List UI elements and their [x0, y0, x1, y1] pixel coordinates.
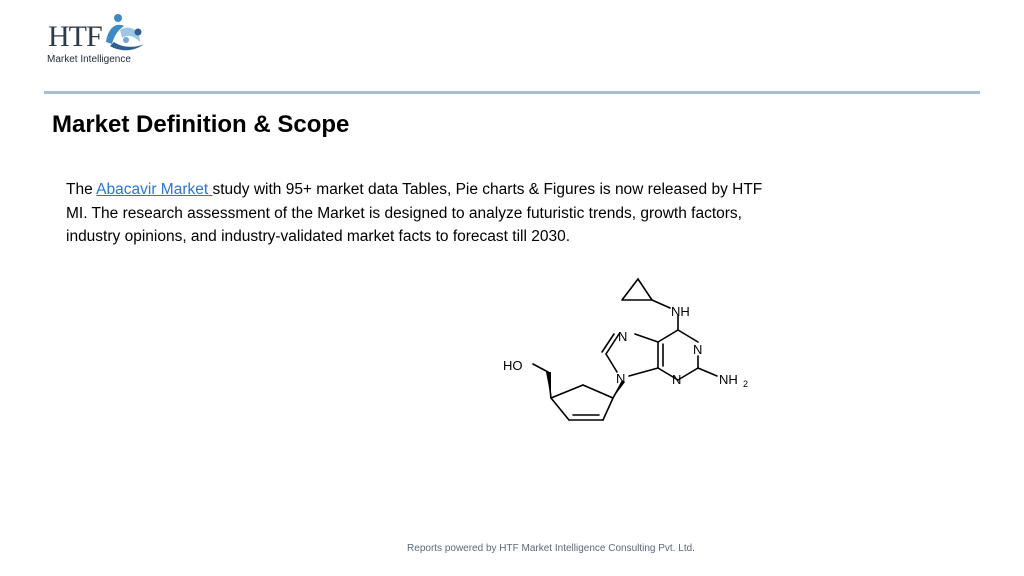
ho-label: HO	[503, 358, 523, 373]
nh-label: NH	[671, 304, 690, 319]
intro-rest: study with 95+ market data Tables, Pie charts & Figures is now released by HTF MI. The research assessment of the Market is designed to analyze futuristic trends, growth factors, industry opinions, and industry-validated market facts to forecast till 2030.	[66, 181, 763, 245]
n-top-left-label: N	[618, 329, 628, 344]
page-title: Market Definition & Scope	[52, 111, 350, 138]
logo-figures-icon	[96, 12, 148, 56]
nh2-label: NH	[719, 372, 738, 387]
intro-prefix: The	[66, 181, 97, 198]
abacavir-market-link[interactable]: Abacavir Market	[96, 181, 213, 198]
n-bottom-right-label: N	[672, 372, 682, 387]
intro-paragraph	[66, 178, 776, 249]
footer-credit: Reports powered by HTF Market Intelligence Consulting Pvt. Ltd.	[407, 543, 695, 554]
nh2-subscript: 2	[743, 379, 749, 389]
logo-brand: HTF	[48, 20, 102, 53]
abacavir-structure-diagram	[495, 272, 765, 432]
htf-logo	[44, 12, 154, 72]
header-divider	[44, 91, 980, 94]
n-top-right-label: N	[693, 342, 703, 357]
n-bottom-left-label: N	[616, 371, 626, 386]
logo-tagline: Market Intelligence	[47, 54, 131, 65]
